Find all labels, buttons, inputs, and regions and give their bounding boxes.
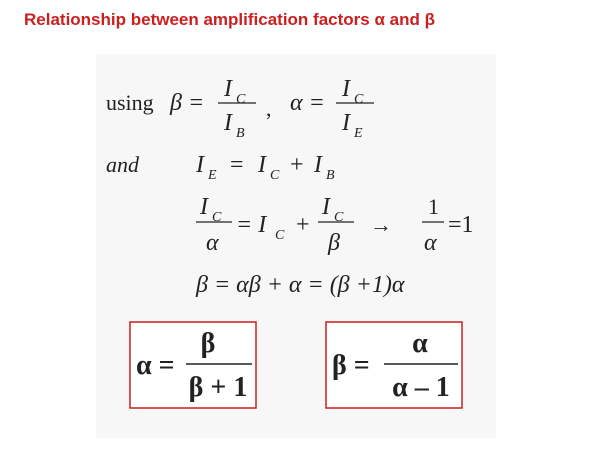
alpha-box-den: β + 1 [188, 372, 248, 403]
frac2-num: I [322, 194, 330, 220]
alpha-def-den: I [342, 110, 350, 136]
eq-ic: = I [236, 212, 267, 238]
beta-box-lhs: β = [332, 350, 370, 381]
alpha-definition [290, 76, 374, 141]
ic-sub: C [270, 168, 280, 183]
ic-symbol: I [258, 152, 266, 178]
beta-box-num: α [412, 328, 428, 359]
ie-symbol: I [196, 152, 204, 178]
frac3-rhs: =1 [448, 212, 474, 238]
ie-sub: E [208, 168, 217, 183]
alpha-box-lhs: α = [136, 350, 175, 381]
using-word: using [106, 90, 154, 115]
alpha-def-den-sub: E [354, 126, 363, 141]
beta-def-lhs: β = [170, 90, 205, 116]
alpha-result-box [130, 322, 256, 408]
current-relation [106, 152, 335, 183]
alpha-def-num-sub: C [354, 92, 364, 107]
alpha-def-lhs: α = [290, 90, 325, 116]
separator-comma: , [266, 96, 272, 121]
beta-definition [106, 76, 256, 141]
beta-def-den: I [224, 110, 232, 136]
beta-result-box [326, 322, 462, 408]
alpha-def-num: I [342, 76, 350, 102]
slide-title: Relationship between amplification factors α and β [24, 10, 435, 29]
equals-sign: = [230, 152, 244, 178]
plus-sign: + [290, 152, 304, 178]
frac2-den: β [328, 230, 340, 256]
beta-def-den-sub: B [236, 126, 245, 141]
division-step [196, 194, 474, 256]
frac3-num: 1 [428, 194, 439, 219]
frac1-num: I [200, 194, 208, 220]
ib-sub: B [326, 168, 335, 183]
frac1-num-sub: C [212, 210, 222, 225]
frac1-den: α [206, 230, 219, 256]
beta-def-num-sub: C [236, 92, 246, 107]
beta-def-num: I [224, 76, 232, 102]
eq-ic-sub: C [275, 228, 285, 243]
beta-expansion: β = αβ + α = (β +1)α [196, 272, 405, 298]
alpha-box-num: β [200, 328, 216, 359]
frac2-num-sub: C [334, 210, 344, 225]
and-word: and [106, 152, 139, 177]
beta-box-den: α – 1 [392, 372, 450, 403]
plus-sign-2: + [296, 212, 310, 238]
frac3-den: α [424, 230, 437, 256]
arrow-icon: → [370, 212, 392, 237]
ib-symbol: I [314, 152, 322, 178]
